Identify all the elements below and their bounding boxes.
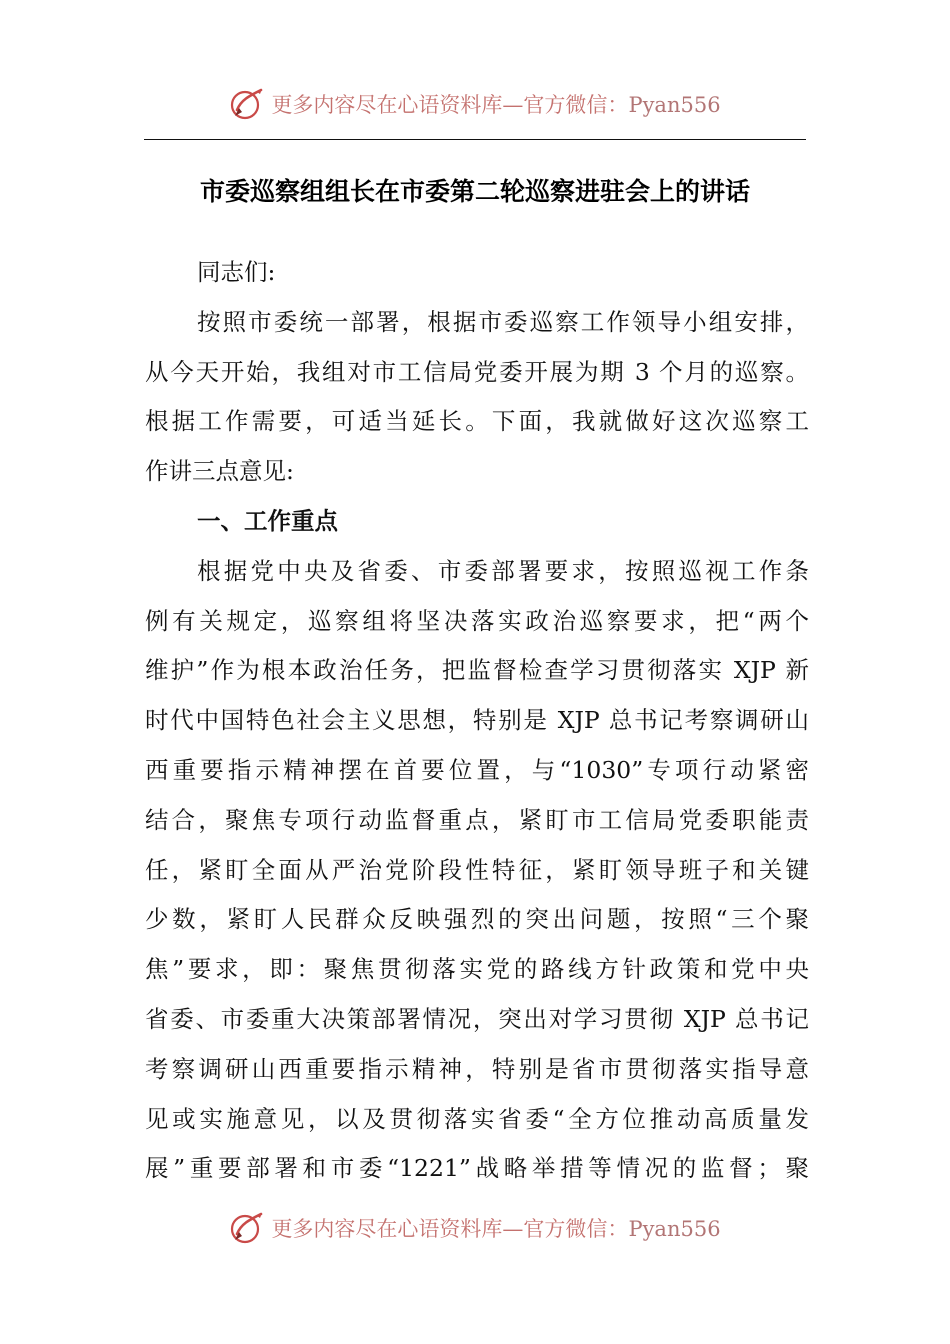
paragraph-1-line-1: 按照市委统一部署，根据市委巡察工作领导小组安排，	[197, 307, 809, 336]
pen-logo-icon	[229, 86, 265, 122]
paragraph-2-line-1: 根据党中央及省委、市委部署要求，按照巡视工作条	[197, 556, 809, 585]
paragraph-2-line-11: 考察调研山西重要指示精神，特别是省市贯彻落实指导意	[145, 1054, 809, 1083]
wechat-id: Pyan556	[628, 93, 721, 117]
paragraph-2-line-13: 展”重要部署和市委“1221”战略举措等情况的监督；聚	[145, 1154, 809, 1183]
watermark-banner-top	[0, 84, 950, 124]
header-divider	[144, 139, 806, 140]
wechat-id: Pyan556	[628, 1217, 721, 1241]
watermark-banner-bottom	[0, 1208, 950, 1248]
paragraph-2-line-6: 结合，聚焦专项行动监督重点，紧盯市工信局党委职能责	[145, 805, 809, 834]
watermark-text: 更多内容尽在心语资料库—官方微信：Pyan556	[271, 93, 721, 117]
salutation: 同志们:	[197, 258, 276, 286]
paragraph-2-line-12: 见或实施意见，以及贯彻落实省委“全方位推动高质量发	[145, 1104, 809, 1133]
paragraph-2-line-5: 西重要指示精神摆在首要位置，与“1030”专项行动紧密	[145, 755, 809, 784]
paragraph-1-line-3: 根据工作需要，可适当延长。下面，我就做好这次巡察工	[145, 407, 809, 436]
paragraph-2-line-8: 少数，紧盯人民群众反映强烈的突出问题，按照“三个聚	[145, 905, 809, 934]
section-heading-1: 一、工作重点	[197, 506, 338, 535]
paragraph-2-line-10: 省委、市委重大决策部署情况，突出对学习贯彻 XJP 总书记	[145, 1004, 809, 1033]
paragraph-2-line-4: 时代中国特色社会主义思想，特别是 XJP 总书记考察调研山	[145, 706, 809, 735]
paragraph-2-line-9: 焦”要求，即：聚焦贯彻落实党的路线方针政策和党中央	[145, 955, 809, 984]
document-body	[145, 248, 809, 1194]
paragraph-1-line-4: 作讲三点意见:	[145, 457, 294, 486]
document-title: 市委巡察组组长在市委第二轮巡察进驻会上的讲话	[199, 177, 750, 206]
paragraph-1-line-2: 从今天开始，我组对市工信局党委开展为期 3 个月的巡察。	[145, 357, 809, 386]
paragraph-2-line-2: 例有关规定，巡察组将坚决落实政治巡察要求，把“两个	[145, 606, 809, 635]
pen-logo-icon	[229, 1210, 265, 1246]
watermark-text: 更多内容尽在心语资料库—官方微信：Pyan556	[271, 1217, 721, 1241]
paragraph-2-line-7: 任，紧盯全面从严治党阶段性特征，紧盯领导班子和关键	[145, 855, 809, 884]
paragraph-2-line-3: 维护”作为根本政治任务，把监督检查学习贯彻落实 XJP 新	[145, 656, 809, 685]
